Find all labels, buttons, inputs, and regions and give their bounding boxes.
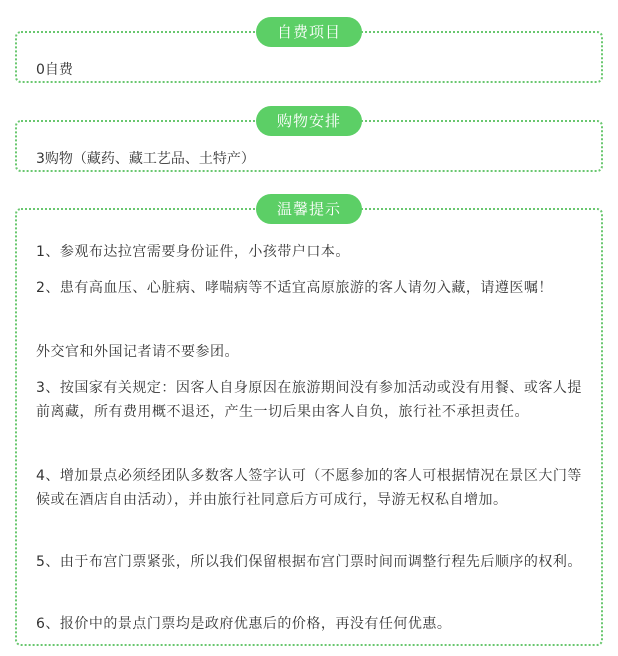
shopping-text: 3购物（藏药、藏工艺品、土特产） xyxy=(36,151,255,167)
tip-item-4: 4、增加景点必须经团队多数客人签字认可（不愿参加的客人可根据情况在景区大门等候或在酒店自由活动），并由旅行社同意后方可成行，导游无权私自增加。 xyxy=(36,468,582,508)
tip-item-2: 2、患有高血压、心脏病、哮喘病等不适宜高原旅游的客人请勿入藏，请遵医嘱！ xyxy=(36,280,553,296)
self-paid-text: 0自费 xyxy=(36,62,73,78)
tip-item-6: 6、报价中的景点门票均是政府优惠后的价格，再没有任何优惠。 xyxy=(36,616,452,632)
tip-item-note: 外交官和外国记者请不要参团。 xyxy=(36,344,239,360)
self-paid-title: 自费项目 xyxy=(256,17,362,47)
tip-item-3: 3、按国家有关规定：因客人自身原因在旅游期间没有参加活动或没有用餐、或客人提前离藏，所有费用概不退还，产生一切后果由客人自负，旅行社不承担责任。 xyxy=(36,380,582,420)
tips-title: 温馨提示 xyxy=(256,194,362,224)
shopping-title: 购物安排 xyxy=(256,106,362,136)
tips-section xyxy=(15,208,603,646)
tip-item-1: 1、参观布达拉宫需要身份证件，小孩带户口本。 xyxy=(36,244,350,260)
tip-item-5: 5、由于布宫门票紧张，所以我们保留根据布宫门票时间而调整行程先后顺序的权利。 xyxy=(36,554,582,570)
